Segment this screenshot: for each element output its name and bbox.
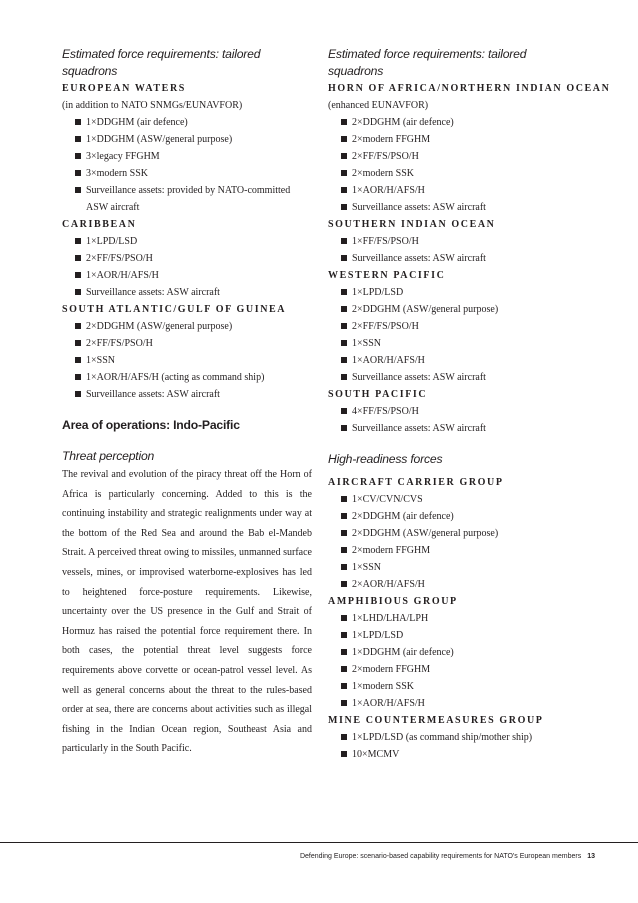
list-item-text: Surveillance assets: ASW aircraft [352, 372, 486, 383]
square-bullet-icon [75, 136, 81, 142]
list-item [328, 542, 583, 559]
list-item-text: 1×AOR/H/AFS/H [86, 270, 159, 281]
list-item-text: 2×modern SSK [352, 168, 415, 179]
list-item-text: 1×CV/CVN/CVS [352, 494, 423, 505]
list-item-text: 3×modern SSK [86, 168, 149, 179]
square-bullet-icon [341, 683, 347, 689]
item-list [328, 403, 583, 437]
list-item [62, 284, 312, 301]
list-item-text: Surveillance assets: ASW aircraft [352, 253, 486, 264]
square-bullet-icon [341, 666, 347, 672]
item-list [328, 729, 583, 763]
list-item [328, 301, 583, 318]
section-title: WESTERN PACIFIC [328, 270, 446, 281]
list-item-text: 2×AOR/H/AFS/H [352, 579, 425, 590]
footer-rule [0, 842, 638, 843]
list-item-text: 1×LPD/LSD (as command ship/mother ship) [352, 732, 533, 743]
item-list [62, 233, 312, 301]
square-bullet-icon [75, 289, 81, 295]
square-bullet-icon [341, 255, 347, 261]
item-list [328, 491, 583, 593]
square-bullet-icon [341, 496, 347, 502]
square-bullet-icon [341, 153, 347, 159]
list-item [328, 508, 583, 525]
list-item-text: 1×AOR/H/AFS/H [352, 698, 425, 709]
list-item-text: Surveillance assets: ASW aircraft [86, 287, 220, 298]
section-title: CARIBBEAN [62, 219, 137, 230]
square-bullet-icon [75, 170, 81, 176]
list-item [328, 678, 583, 695]
list-item-text: 1×AOR/H/AFS/H [352, 355, 425, 366]
list-item-text: Surveillance assets: provided by NATO-committed ASW aircraft [86, 185, 291, 213]
square-bullet-icon [341, 700, 347, 706]
list-item [62, 267, 312, 284]
square-bullet-icon [341, 547, 347, 553]
square-bullet-icon [75, 119, 81, 125]
right-sections [328, 80, 611, 437]
readiness-heading: High-readiness forces [328, 452, 443, 466]
list-item-text: 4×FF/FS/PSO/H [352, 406, 419, 417]
square-bullet-icon [341, 632, 347, 638]
list-item-text: 2×modern FFGHM [352, 664, 431, 675]
square-bullet-icon [341, 357, 347, 363]
list-item-text: Surveillance assets: ASW aircraft [86, 389, 220, 400]
list-item-text: 1×AOR/H/AFS/H [352, 185, 425, 196]
list-item-text: 2×DDGHM (ASW/general purpose) [352, 304, 499, 315]
section-title: MINE COUNTERMEASURES GROUP [328, 715, 544, 726]
list-item-text: 1×DDGHM (ASW/general purpose) [86, 134, 233, 145]
list-item-text: 2×FF/FS/PSO/H [86, 253, 153, 264]
list-item [62, 369, 312, 386]
list-item [328, 746, 583, 763]
list-item-text: Surveillance assets: ASW aircraft [352, 202, 486, 213]
footer-text: Defending Europe: scenario-based capability requirements for NATO's European members [299, 853, 582, 860]
list-item [62, 386, 312, 403]
square-bullet-icon [341, 615, 347, 621]
item-list [328, 284, 583, 386]
item-list [328, 610, 583, 712]
list-item-text: 2×modern FFGHM [352, 545, 431, 556]
list-item-text: 1×SSN [86, 355, 115, 366]
list-item-text: 1×modern SSK [352, 681, 415, 692]
list-item [328, 131, 583, 148]
square-bullet-icon [341, 581, 347, 587]
list-item [328, 491, 583, 508]
item-list [62, 114, 312, 216]
list-item [62, 182, 312, 216]
section-title: SOUTH PACIFIC [328, 389, 428, 400]
square-bullet-icon [341, 238, 347, 244]
section-title: AIRCRAFT CARRIER GROUP [328, 477, 504, 488]
square-bullet-icon [341, 530, 347, 536]
list-item [328, 420, 583, 437]
square-bullet-icon [341, 374, 347, 380]
list-item [328, 729, 583, 746]
list-item [328, 661, 583, 678]
list-item [328, 525, 583, 542]
left-heading: Estimated force requirements: tailored squadrons [62, 47, 261, 78]
list-item [328, 644, 583, 661]
square-bullet-icon [75, 391, 81, 397]
item-list [328, 233, 583, 267]
list-item-text: Surveillance assets: ASW aircraft [352, 423, 486, 434]
square-bullet-icon [75, 272, 81, 278]
square-bullet-icon [341, 564, 347, 570]
list-item [62, 352, 312, 369]
square-bullet-icon [75, 374, 81, 380]
list-item [62, 165, 312, 182]
area-heading: Area of operations: Indo-Pacific [62, 418, 240, 432]
list-item-text: 2×DDGHM (air defence) [352, 117, 454, 128]
square-bullet-icon [341, 187, 347, 193]
list-item [328, 695, 583, 712]
list-item-text: 2×modern FFGHM [352, 134, 431, 145]
list-item [328, 627, 583, 644]
square-bullet-icon [341, 136, 347, 142]
list-item-text: 1×FF/FS/PSO/H [352, 236, 419, 247]
square-bullet-icon [341, 513, 347, 519]
list-item [62, 131, 312, 148]
list-item [328, 335, 583, 352]
square-bullet-icon [75, 187, 81, 193]
list-item-text: 1×LPD/LSD [352, 287, 404, 298]
list-item [328, 284, 583, 301]
list-item-text: 2×FF/FS/PSO/H [352, 321, 419, 332]
square-bullet-icon [341, 408, 347, 414]
readiness-groups [328, 474, 583, 763]
section-title: AMPHIBIOUS GROUP [328, 596, 458, 607]
square-bullet-icon [75, 153, 81, 159]
list-item [328, 114, 583, 131]
square-bullet-icon [341, 649, 347, 655]
list-item [328, 318, 583, 335]
list-item [328, 576, 583, 593]
threat-paragraph: The revival and evolution of the piracy threat off the Horn of Africa is particularly concerning. Added to this is the continuing instability and strategic realignments under way at the bottom of the Red Sea and around the Bab el-Mandeb Strait. A perceived threat owing to missiles, unmanned surface vessels, mines, or improvised waterborne-explosives has led to heightened force-posture requirements. Likewise, uncertainty over the US presence in the Gulf and Strait of Hormuz has raised the potential force requirement there. In both cases, the potential threat level suggests force requirements above corvette or ocean-patrol vessel level. As well as general concerns about the threat to the rules-based order at sea, there are concerns about activities such as illegal fishing in the Indian Ocean region, Southeast Asia and particularly in the South Pacific. [62, 469, 312, 755]
list-item-text: 1×AOR/H/AFS/H (acting as command ship) [86, 372, 265, 383]
list-item-text: 2×FF/FS/PSO/H [352, 151, 419, 162]
list-item-text: 2×DDGHM (ASW/general purpose) [352, 528, 499, 539]
list-item [328, 250, 583, 267]
square-bullet-icon [341, 340, 347, 346]
square-bullet-icon [341, 204, 347, 210]
square-bullet-icon [341, 751, 347, 757]
footer [300, 853, 595, 860]
left-sections [62, 80, 312, 403]
right-column [328, 46, 611, 763]
list-item-text: 1×DDGHM (air defence) [352, 647, 454, 658]
square-bullet-icon [75, 323, 81, 329]
list-item-text: 3×legacy FFGHM [86, 151, 160, 162]
threat-heading: Threat perception [62, 449, 155, 463]
list-item [328, 352, 583, 369]
section-title: SOUTH ATLANTIC/GULF OF GUINEA [62, 304, 287, 315]
list-item-text: 2×DDGHM (air defence) [352, 511, 454, 522]
list-item [62, 148, 312, 165]
list-item-text: 1×LPD/LSD [86, 236, 138, 247]
list-item [328, 369, 583, 386]
square-bullet-icon [75, 357, 81, 363]
left-column [62, 46, 312, 759]
item-list [328, 114, 583, 216]
list-item [328, 610, 583, 627]
list-item-text: 1×LPD/LSD [352, 630, 404, 641]
section-subtitle: (enhanced EUNAVFOR) [328, 100, 429, 111]
list-item-text: 1×LHD/LHA/LPH [352, 613, 429, 624]
list-item-text: 1×DDGHM (air defence) [86, 117, 188, 128]
section-title: SOUTHERN INDIAN OCEAN [328, 219, 496, 230]
list-item [62, 114, 312, 131]
list-item [328, 233, 583, 250]
square-bullet-icon [341, 425, 347, 431]
square-bullet-icon [75, 255, 81, 261]
section-title: EUROPEAN WATERS [62, 83, 186, 94]
list-item [328, 559, 583, 576]
list-item-text: 1×SSN [352, 562, 381, 573]
list-item [328, 199, 583, 216]
list-item [62, 318, 312, 335]
right-heading: Estimated force requirements: tailored squadrons [328, 47, 527, 78]
square-bullet-icon [75, 238, 81, 244]
item-list [62, 318, 312, 403]
square-bullet-icon [341, 119, 347, 125]
list-item [328, 148, 583, 165]
list-item-text: 2×FF/FS/PSO/H [86, 338, 153, 349]
square-bullet-icon [341, 734, 347, 740]
section-title: HORN OF AFRICA/NORTHERN INDIAN OCEAN [328, 83, 611, 94]
square-bullet-icon [341, 323, 347, 329]
square-bullet-icon [75, 340, 81, 346]
square-bullet-icon [341, 306, 347, 312]
list-item-text: 10×MCMV [352, 749, 400, 760]
list-item [62, 250, 312, 267]
list-item [62, 233, 312, 250]
list-item-text: 1×SSN [352, 338, 381, 349]
section-subtitle: (in addition to NATO SNMGs/EUNAVFOR) [62, 100, 243, 111]
list-item [62, 335, 312, 352]
list-item [328, 165, 583, 182]
page-number: 13 [587, 853, 595, 860]
list-item [328, 403, 583, 420]
square-bullet-icon [341, 170, 347, 176]
list-item-text: 2×DDGHM (ASW/general purpose) [86, 321, 233, 332]
list-item [328, 182, 583, 199]
square-bullet-icon [341, 289, 347, 295]
